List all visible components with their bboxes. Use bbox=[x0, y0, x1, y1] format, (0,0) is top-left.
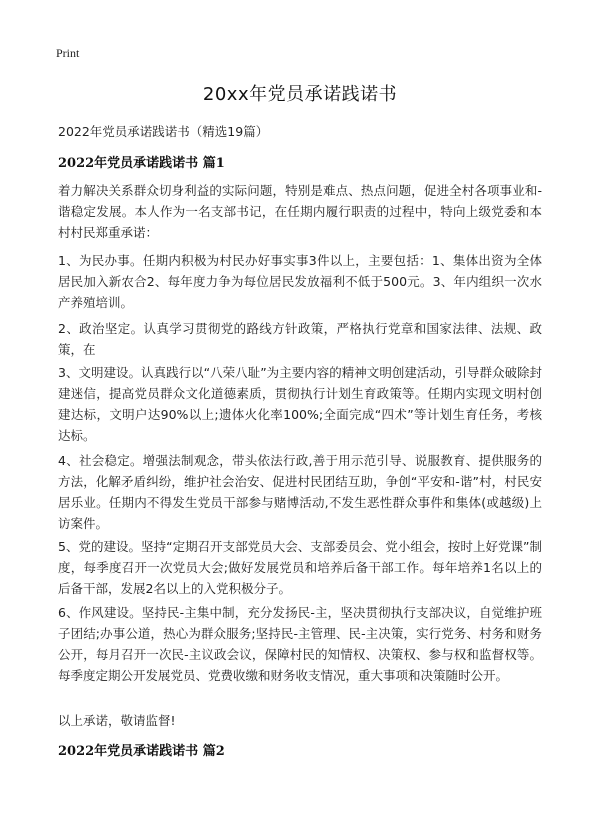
paragraph-item-2: 2、政治坚定。认真学习贯彻党的路线方针政策，严格执行党章和国家法律、法规、政策，在 bbox=[58, 321, 542, 357]
section-heading-1: 2022年党员承诺践诺书 篇1 bbox=[58, 156, 225, 171]
print-label: Print bbox=[56, 46, 80, 60]
document-title: 20xx年党员承诺践诺书 bbox=[202, 84, 398, 105]
paragraph-item-5: 5、党的建设。坚持“定期召开支部党员大会、支部委员会、党小组会，按时上好党课”制度，每季度召开一次党员大会;做好发展党员和培养后备干部工作。每年培养1名以上的后备干部，发展2名以上的入党积极分子。 bbox=[58, 539, 542, 596]
paragraph-item-4: 4、社会稳定。增强法制观念，带头依法行政,善于用示范引导、说服教育、提供服务的方法，化解矛盾纠纷，维护社会治安、促进村民团结互助，争创“平安和-谐”村，村民安居乐业。任期内不得发生党员干部参与赌博活动,不发生恶性群众事件和集体(或越级)上访案件。 bbox=[58, 453, 542, 531]
document-subtitle: 2022年党员承诺践诺书（精选19篇） bbox=[58, 124, 269, 139]
paragraph-item-6: 6、作风建设。坚持民-主集中制，充分发扬民-主，坚决贯彻执行支部决议，自觉维护班子团结;办事公道，热心为群众服务;坚持民-主管理、民-主决策，实行党务、村务和财务公开，每月召开一次民-主议政会议，保障村民的知情权、决策权、参与权和监督权等。每季度定期公开发展党员、党费收缴和财务收支情况，重大事项和决策随时公开。 bbox=[58, 605, 542, 683]
section-heading-2: 2022年党员承诺践诺书 篇2 bbox=[58, 744, 225, 759]
paragraph-closing: 以上承诺，敬请监督! bbox=[58, 713, 176, 728]
paragraph-intro: 着力解决关系群众切身利益的实际问题，特别是难点、热点问题，促进全村各项事业和-谐稳定发展。本人作为一名支部书记，在任期内履行职责的过程中，特向上级党委和本村村民郑重承诺： bbox=[58, 183, 542, 240]
paragraph-item-3: 3、文明建设。认真践行以“八荣八耻”为主要内容的精神文明创建活动，引导群众破除封建迷信，提高党员群众文化道德素质，贯彻执行计划生育政策等。任期内实现文明村创建达标，文明户达90%以上;遗体火化率100%;全面完成“四术”等计划生育任务，考核达标。 bbox=[58, 365, 542, 443]
paragraph-item-1: 1、为民办事。任期内积极为村民办好事实事3件以上，主要包括：1、集体出资为全体居民加入新农合2、每年度力争为每位居民发放福利不低于500元。3、年内组织一次水产养殖培训。 bbox=[58, 253, 542, 310]
